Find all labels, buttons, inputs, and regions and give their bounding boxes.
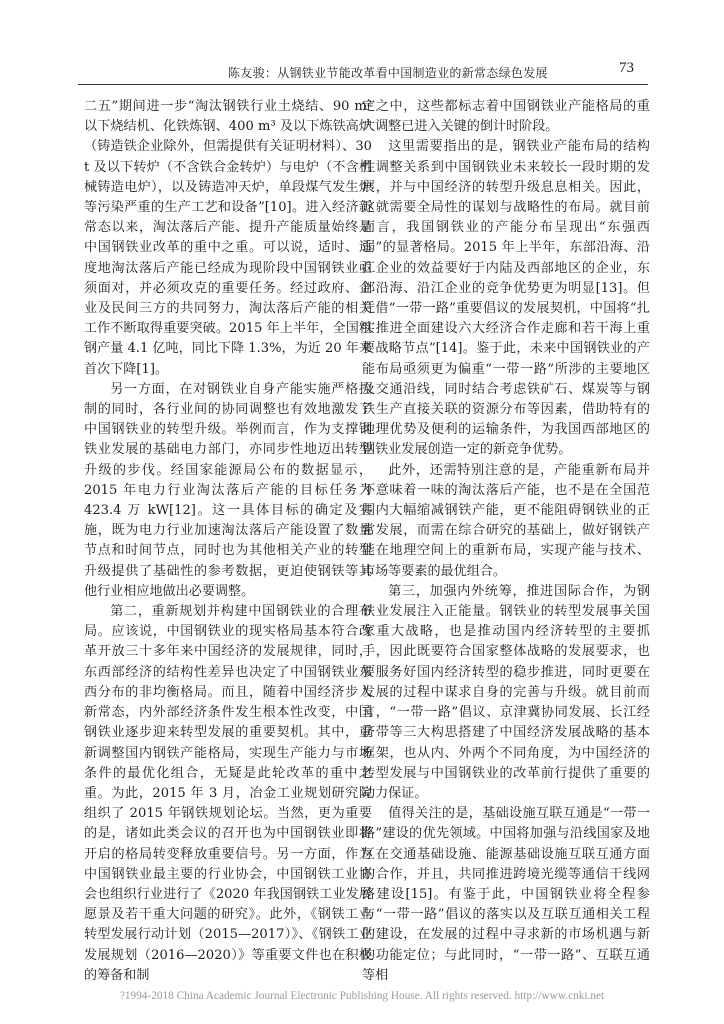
paragraph: 二五”期间进一步“淘汰钢铁行业土烧结、90 m² 以下烧结机、化铁炼钢、400 m³ 及以下炼铁高炉（铸造铁企业除外，但需提供有关证明材料）、30 t 及以下转炉（不含铁合金转炉）与电炉（不含机械铸造电炉），以及铸造冲天炉，单段煤气发生炉等污染严重的生产工艺和设备”[10]。进入经济新常态以来，淘汰落后产能、提升产能质量始终是中国钢铁业改革的重中之重。可以说，适时、适度地淘汰落后产能已经成为现阶段中国钢铁业亟须面对，并必须攻克的重要任务。经过政府、企业及民间三方的共同努力，淘汰落后产能的相关工作不断取得重要突破。2015 年上半年，全国粗钢产量 4.1 亿吨，同比下降 1.3%，为近 20 年来首次下降[1]。: [84, 99, 372, 377]
running-title: 陈友骏：从钢铁业节能改革看中国制造业的新常态绿色发展: [228, 66, 548, 80]
paragraph: 值得关注的是，基础设施互联互通是“一带一路”建设的优先领域。中国将加强与沿线国家及地区在交通基础设施、能源基础设施互联互通方面的合作，并且，共同推进跨境光缆等通信干线网络建设[15]。有鉴于此，中国钢铁业将全程参与“一带一路”倡议的落实以及互联互通相关工程的建设，在发展的过程中寻求新的市场机遇与新的功能定位；与此同时，“一带一路”、互联互通等相: [362, 806, 650, 983]
paragraph: 此外，还需特别注意的是，产能重新布局并不意味着一味的淘汰落后产能，也不是在全国范围内大幅缩减钢铁产能，更不能阻碍钢铁业的正常发展，而需在综合研究的基础上，做好钢铁产能在地理空间上的重新布局，实现产能与技术、市场等要素的最优组合。: [362, 462, 650, 579]
paragraph: 定之中，这些都标志着中国钢铁业产能格局的重大调整已进入关键的倒计时阶段。: [362, 99, 650, 135]
paragraph: 第三，加强内外统筹，推进国际合作，为钢铁业发展注入正能量。钢铁业的转型发展事关国家重大战略，也是推动国内经济转型的主要抓手，因此既要符合国家整体战略的发展要求，也要服务好国内经济转型的稳步推进，同时更要在发展的过程中谋求自身的完善与升级。就目前而言，“一带一路”倡议、京津冀协同发展、长江经济带等三大构思搭建了中国经济发展战略的基本框架，也从内、外两个不同角度，为中国经济的转型发展与中国钢铁业的改革前行提供了重要的动力保证。: [362, 583, 650, 801]
paragraph: 第二，重新规划并构建中国钢铁业的合理布局。应该说，中国钢铁业的现实格局基本符合改革开放三十多年来中国经济的发展规律，同时，东西部经济的结构性差异也决定了中国钢铁业东西分布的非均衡格局。而且，随着中国经济步入新常态，内外部经济条件发生根本性改变，中国钢铁业逐步迎来转型发展的重要契机。其中，重新调整国内钢铁产能格局，实现生产能力与市场条件的最优化组合，无疑是此轮改革的重中之重。为此，2015 年 3 月，冶金工业规划研究院组织了 2015 年钢铁规划论坛。当然，更为重要的是，诸如此类会议的召开也为中国钢铁业即将开启的格局转变释放重要信号。另一方面，作为中国钢铁业最主要的行业协会，中国钢铁工业协会也组织行业进行了《2020 年我国钢铁工业发展愿景及若干重大问题的研究》。此外，《钢铁工业转型发展行动计划（2015—2017）》、《钢铁工业发展规划（2016—2020）》等重要文件也在积极的筹备和制: [84, 604, 372, 983]
page-number: 73: [619, 60, 634, 76]
page-header: [78, 60, 648, 85]
paragraph: 另一方面，在对钢铁业自身产能实施严格控制的同时，各行业间的协同调整也有效地激发了中国钢铁业的转型升级。举例而言，作为支撑钢铁业发展的基础电力部门，亦同步性地迈出转型升级的步伐。经国家能源局公布的数据显示，2015 年电力行业淘汰落后产能的目标任务为 423.4 万 kW[12]。这一具体目标的确定及实施，既为电力行业加速淘汰落后产能设置了数量节点和时间节点，同时也为其他相关产业的转型升级提供了基础性的参考数据，更迫使钢铁等其他行业相应地做出必要调整。: [84, 381, 372, 599]
paragraph: 这里需要指出的是，钢铁业产能布局的结构性调整关系到中国钢铁业未来较长一段时期的发展，并与中国经济的转型升级息息相关。因此，这就需要全局性的谋划与战略性的布局。就目前而言，我国钢铁业的产能分布呈现出“东强西弱”的显著格局。2015 年上半年，东部沿海、沿江企业的效益要好于内陆及西部地区的企业，东部沿海、沿江企业的竞争优势更为明显[13]。但凭借“一带一路”重要倡议的发展契机，中国将“扎实推进全面建设六大经济合作走廊和若干海上重要战略节点”[14]。鉴于此，未来中国钢铁业的产能布局亟须更为偏重“一带一路”所涉的主要地区及交通沿线，同时结合考虑铁矿石、煤炭等与钢铁生产直接关联的资源分布等因素，借助特有的地理优势及便利的运输条件，为我国西部地区的钢铁业发展创造一定的新竞争优势。: [362, 139, 650, 458]
copyright-footer: ?1994-2018 China Academic Journal Electronic Publishing House. All rights reserved. http://www.cnki.net: [119, 990, 605, 1002]
left-column: [84, 97, 372, 986]
right-column: [362, 97, 650, 986]
